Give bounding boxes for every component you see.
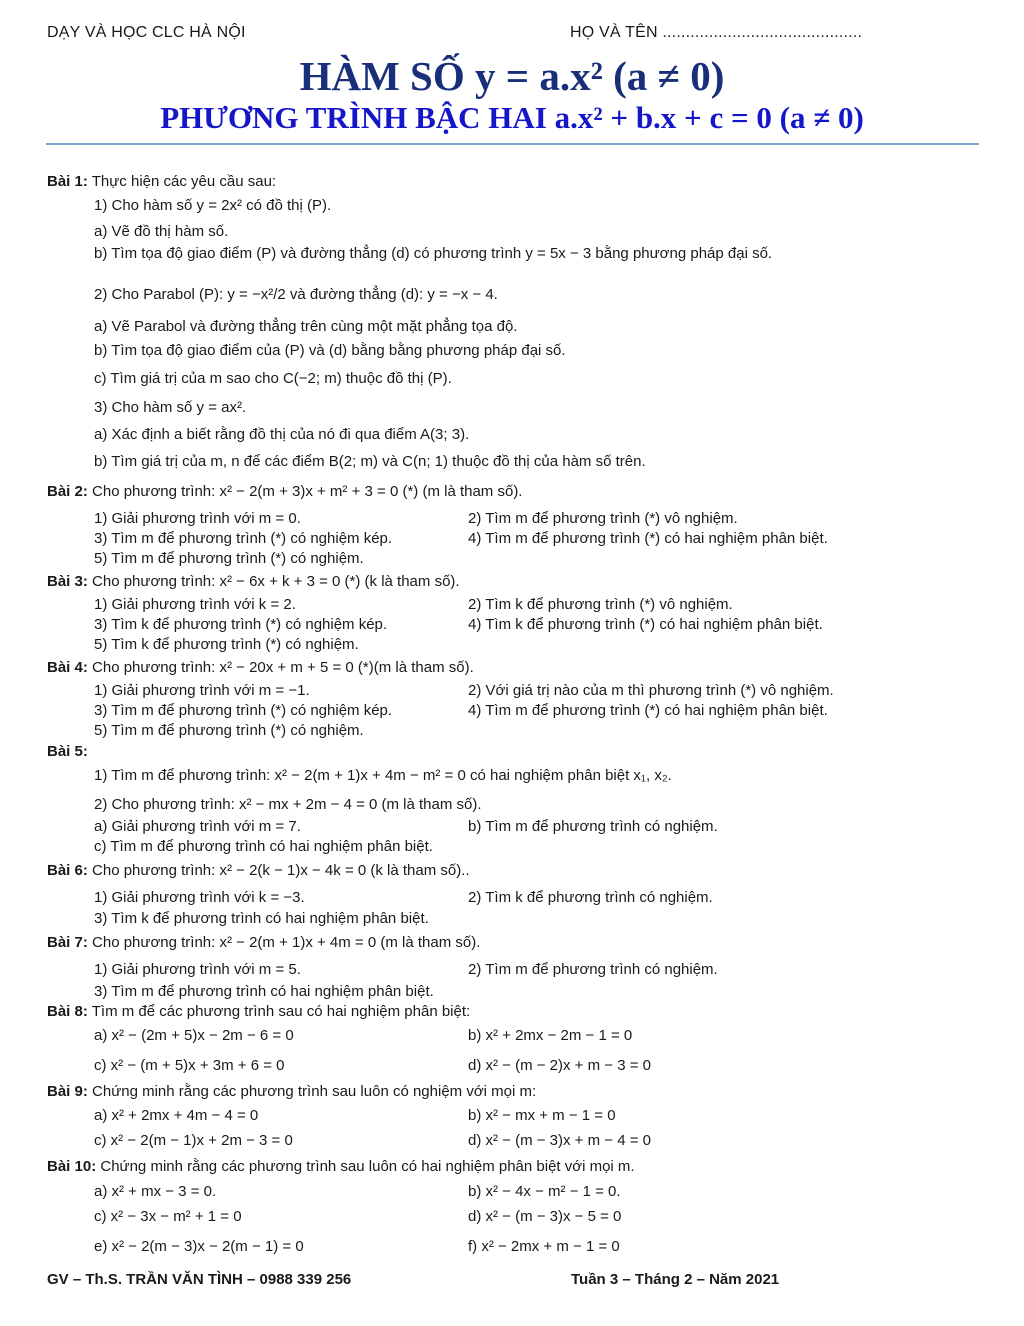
bai9-b: b) x² − mx + m − 1 = 0 xyxy=(468,1107,616,1124)
bai1-p2a: a) Vẽ Parabol và đường thẳng trên cùng một mặt phẳng tọa độ. xyxy=(94,318,518,335)
bai4-q1: 1) Giải phương trình với m = −1. xyxy=(94,682,310,699)
bai1-p3a: a) Xác định a biết rằng đồ thị của nó đi qua điểm A(3; 3). xyxy=(94,426,470,443)
bai3-q4: 4) Tìm k để phương trình (*) có hai nghiệm phân biệt. xyxy=(468,616,823,633)
bai3-q5: 5) Tìm k để phương trình (*) có nghiệm. xyxy=(94,636,359,653)
bai1-p1b: b) Tìm tọa độ giao điểm (P) và đường thẳng (d) có phương trình y = 5x − 3 bằng phương pháp đại số. xyxy=(94,245,773,262)
bai2-q4: 4) Tìm m để phương trình (*) có hai nghiệm phân biệt. xyxy=(468,530,828,547)
footer-teacher: GV – Th.S. TRẦN VĂN TÌNH – 0988 339 256 xyxy=(47,1271,352,1288)
bai5-q2a: a) Giải phương trình với m = 7. xyxy=(94,818,301,835)
bai2-q2: 2) Tìm m để phương trình (*) vô nghiệm. xyxy=(468,510,738,527)
bai7-q1: 1) Giải phương trình với m = 5. xyxy=(94,961,301,978)
bai3-q1: 1) Giải phương trình với k = 2. xyxy=(94,596,296,613)
title-main: HÀM SỐ y = a.x² (a ≠ 0) xyxy=(299,53,725,99)
bai5-q2b: b) Tìm m để phương trình có nghiệm. xyxy=(468,818,718,835)
bai2-q1: 1) Giải phương trình với m = 0. xyxy=(94,510,301,527)
bai7-heading: Bài 7: Cho phương trình: x² − 2(m + 1)x + 4m = 0 (m là tham số). xyxy=(47,934,481,951)
bai7-q3: 3) Tìm m để phương trình có hai nghiệm phân biệt. xyxy=(94,983,434,1000)
bai3-q3: 3) Tìm k để phương trình (*) có nghiệm kép. xyxy=(94,616,388,633)
bai7-q2: 2) Tìm m để phương trình có nghiệm. xyxy=(468,961,718,978)
title-divider xyxy=(46,143,979,145)
bai3-heading: Bài 3: Cho phương trình: x² − 6x + k + 3 = 0 (*) (k là tham số). xyxy=(47,573,460,590)
footer-date: Tuần 3 – Tháng 2 – Năm 2021 xyxy=(571,1271,780,1288)
bai5-q2: 2) Cho phương trình: x² − mx + 2m − 4 = 0 (m là tham số). xyxy=(94,796,482,813)
bai10-c: c) x² − 3x − m² + 1 = 0 xyxy=(94,1208,242,1225)
bai10-d: d) x² − (m − 3)x − 5 = 0 xyxy=(468,1208,622,1225)
bai10-b: b) x² − 4x − m² − 1 = 0. xyxy=(468,1183,621,1200)
bai10-heading: Bài 10: Chứng minh rằng các phương trình sau luôn có hai nghiệm phân biệt với mọi m. xyxy=(47,1158,635,1175)
bai9-heading: Bài 9: Chứng minh rằng các phương trình sau luôn có nghiệm với mọi m: xyxy=(47,1083,537,1100)
bai2-heading: Bài 2: Cho phương trình: x² − 2(m + 3)x + m² + 3 = 0 (*) (m là tham số). xyxy=(47,483,523,500)
bai8-b: b) x² + 2mx − 2m − 1 = 0 xyxy=(468,1027,633,1044)
bai5-q1: 1) Tìm m để phương trình: x² − 2(m + 1)x + 4m − m² = 0 có hai nghiệm phân biệt x₁, x₂. xyxy=(94,767,672,784)
bai1-p1: 1) Cho hàm số y = 2x² có đồ thị (P). xyxy=(94,197,332,214)
bai1-p1a: a) Vẽ đồ thị hàm số. xyxy=(94,223,229,240)
bai6-q1: 1) Giải phương trình với k = −3. xyxy=(94,889,305,906)
bai4-q4: 4) Tìm m để phương trình (*) có hai nghiệm phân biệt. xyxy=(468,702,828,719)
bai10-e: e) x² − 2(m − 3)x − 2(m − 1) = 0 xyxy=(94,1238,304,1255)
bai1-p2b: b) Tìm tọa độ giao điểm của (P) và (d) bằng bằng phương pháp đại số. xyxy=(94,342,566,359)
bai9-a: a) x² + 2mx + 4m − 4 = 0 xyxy=(94,1107,259,1124)
bai1-p2: 2) Cho Parabol (P): y = −x²/2 và đường thẳng (d): y = −x − 4. xyxy=(94,286,498,303)
bai6-q2: 2) Tìm k để phương trình có nghiệm. xyxy=(468,889,713,906)
bai9-d: d) x² − (m − 3)x + m − 4 = 0 xyxy=(468,1132,651,1149)
bai1-p3: 3) Cho hàm số y = ax². xyxy=(94,399,247,416)
bai4-q5: 5) Tìm m để phương trình (*) có nghiệm. xyxy=(94,722,364,739)
bai8-heading: Bài 8: Tìm m để các phương trình sau có hai nghiệm phân biệt: xyxy=(47,1003,471,1020)
bai4-q2: 2) Với giá trị nào của m thì phương trình (*) vô nghiệm. xyxy=(468,682,834,699)
bai4-q3: 3) Tìm m để phương trình (*) có nghiệm kép. xyxy=(94,702,393,719)
bai5-heading: Bài 5: xyxy=(47,743,88,760)
title-sub: PHƯƠNG TRÌNH BẬC HAI a.x² + b.x + c = 0 (a ≠ 0) xyxy=(160,100,864,135)
bai8-a: a) x² − (2m + 5)x − 2m − 6 = 0 xyxy=(94,1027,294,1044)
bai6-heading: Bài 6: Cho phương trình: x² − 2(k − 1)x − 4k = 0 (k là tham số).. xyxy=(47,862,470,879)
bai1-p3b: b) Tìm giá trị của m, n để các điểm B(2; m) và C(n; 1) thuộc đồ thị của hàm số trên. xyxy=(94,453,646,470)
bai8-c: c) x² − (m + 5)x + 3m + 6 = 0 xyxy=(94,1057,285,1074)
bai1-heading: Bài 1: Thực hiện các yêu cầu sau: xyxy=(47,173,277,190)
bai10-a: a) x² + mx − 3 = 0. xyxy=(94,1183,217,1200)
bai10-f: f) x² − 2mx + m − 1 = 0 xyxy=(468,1238,620,1255)
bai2-q3: 3) Tìm m để phương trình (*) có nghiệm kép. xyxy=(94,530,393,547)
bai4-heading: Bài 4: Cho phương trình: x² − 20x + m + 5 = 0 (*)(m là tham số). xyxy=(47,659,474,676)
bai1-p2c: c) Tìm giá trị của m sao cho C(−2; m) thuộc đồ thị (P). xyxy=(94,370,452,387)
bai6-q3: 3) Tìm k để phương trình có hai nghiệm phân biệt. xyxy=(94,910,429,927)
school-name: DẠY VÀ HỌC CLC HÀ NỘI xyxy=(47,24,246,41)
student-name-field: HỌ VÀ TÊN ........................................... xyxy=(570,24,863,41)
bai3-q2: 2) Tìm k để phương trình (*) vô nghiệm. xyxy=(468,596,733,613)
bai8-d: d) x² − (m − 2)x + m − 3 = 0 xyxy=(468,1057,651,1074)
bai9-c: c) x² − 2(m − 1)x + 2m − 3 = 0 xyxy=(94,1132,293,1149)
bai5-q2c: c) Tìm m để phương trình có hai nghiệm phân biệt. xyxy=(94,838,433,855)
bai2-q5: 5) Tìm m để phương trình (*) có nghiệm. xyxy=(94,550,364,567)
